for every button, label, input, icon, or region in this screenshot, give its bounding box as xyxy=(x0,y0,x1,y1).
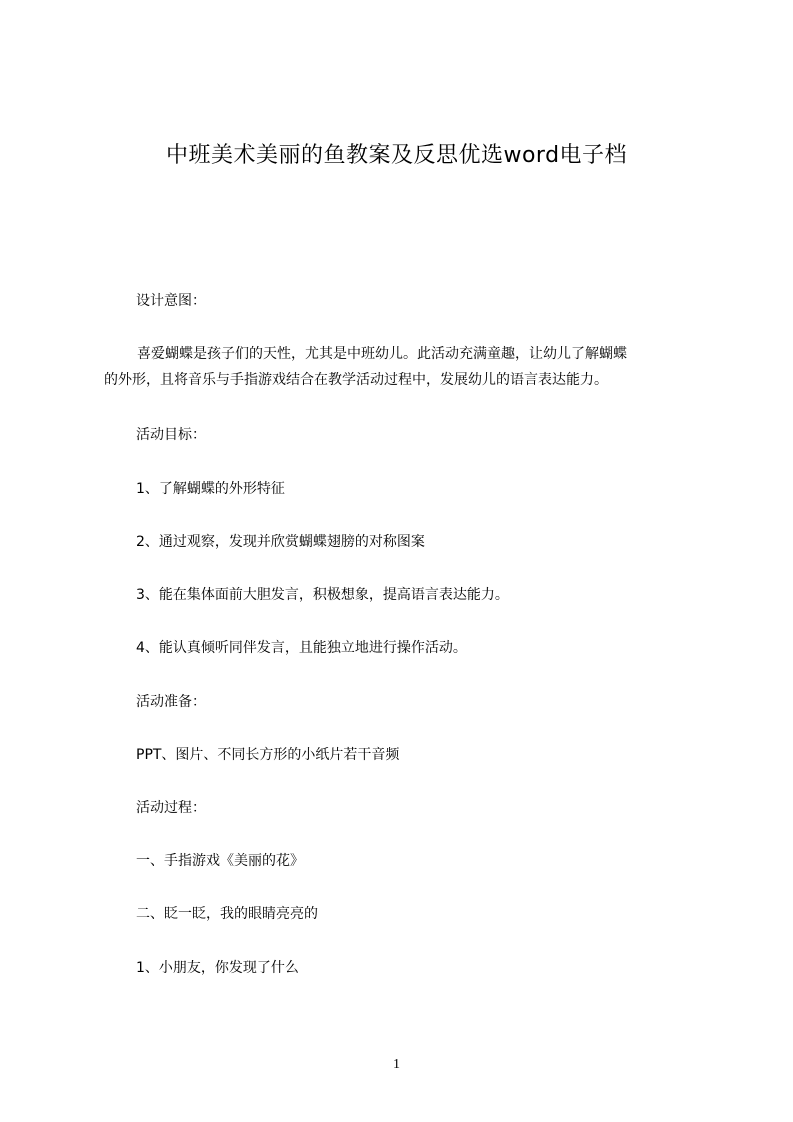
process-step-1: 一、手指游戏《美丽的花》 xyxy=(136,853,304,869)
goal-item-1: 1、了解蝴蝶的外形特征 xyxy=(136,481,285,497)
page-number: 1 xyxy=(393,1057,400,1072)
process-step-2: 二、眨一眨，我的眼睛亮亮的 xyxy=(136,906,318,922)
activity-goals-heading: 活动目标： xyxy=(136,427,206,443)
activity-process-heading: 活动过程： xyxy=(136,800,206,816)
goal-item-4: 4、能认真倾听同伴发言，且能独立地进行操作活动。 xyxy=(136,640,467,656)
goal-item-3: 3、能在集体面前大胆发言，积极想象，提高语言表达能力。 xyxy=(136,587,509,603)
design-intent-paragraph xyxy=(104,341,704,393)
paragraph-line-1: 喜爱蝴蝶是孩子们的天性，尤其是中班幼儿。此活动充满童趣，让幼儿了解蝴蝶 xyxy=(137,346,627,362)
activity-prep-heading: 活动准备： xyxy=(136,694,206,710)
design-intent-heading: 设计意图： xyxy=(136,293,206,309)
activity-prep-text: PPT、图片、不同长方形的小纸片若干音频 xyxy=(136,747,400,763)
paragraph-line-2: 的外形，且将音乐与手指游戏结合在教学活动过程中，发展幼儿的语言表达能力。 xyxy=(104,372,608,388)
process-step-3: 1、小朋友，你发现了什么 xyxy=(136,960,299,976)
goal-item-2: 2、通过观察，发现并欣赏蝴蝶翅膀的对称图案 xyxy=(136,534,425,550)
document-title: 中班美术美丽的鱼教案及反思优选word电子档 xyxy=(165,143,628,168)
